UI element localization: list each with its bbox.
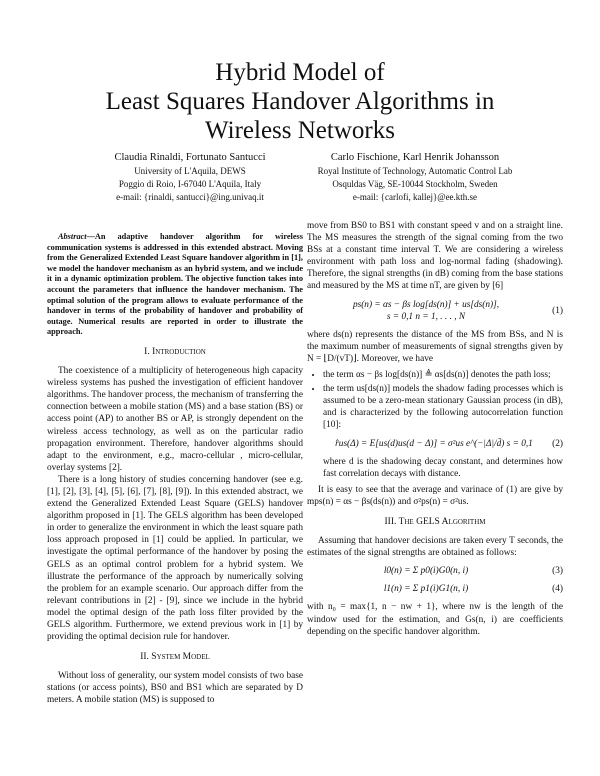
equation-1-line-2: s = 0,1 n = 1, . . . , N: [386, 311, 466, 322]
equation-3-body: l0(n) = Σ p0(i)G0(n, i): [383, 566, 469, 577]
equation-3: [307, 565, 563, 577]
affiliation: Royal Institute of Technology, Automatic Control Lab: [317, 166, 513, 176]
abstract: [47, 232, 303, 338]
email: e-mail: {rinaldi, santucci}@ing.univaq.it: [116, 192, 264, 202]
title-line-3: Wireless Networks: [205, 117, 395, 144]
author-names: Carlo Fischione, Karl Henrik Johansson: [330, 152, 500, 163]
bullet-text: the term us[ds(n)] models the shadow fading processes which is assumed to be a zero-mean stationary Gaussian process (in dB), and is characterized by the following autocorrelation function [10]:: [323, 384, 563, 431]
intro-paragraph-2: There is a long history of studies concerning handover (see e.g. [1], [2], [3], [4], [5], [6], [7], [8], [9]). In this extended abstract, we extend the Generalized Extended Least Square (GELS) handover algorithm proposed in [1]. The GELS algorithm has been developed in order to generalize the environment in which the least square path loss approach proposed in [1] could be applied. In particular, we investigate the optimal performance of the handover by posing the GELS as an optimal control problem for a hybrid system. We illustrate the performance of the approach by numerically solving the problem for an example scenario. Our approach differ from the relevant contributions in [2] - [9], since we include in the hybrid model the optimal design of the path loss filter provided by the GELS algorithm. Furthermore, we extend previous work in [1] by providing the optimal decision rule for handover.: [47, 474, 303, 643]
author-block-2: [280, 150, 550, 204]
equation-number: (1): [552, 305, 563, 316]
author-block-1: [90, 150, 290, 204]
system-model-paragraph: Without loss of generality, our system model consists of two base stations (or access points), BS0 and BS1 which are separated by D meters. A mobile station (MS) is supposed to: [47, 671, 303, 706]
equation-2: [323, 438, 563, 450]
abstract-label: Abstract—: [58, 232, 95, 241]
title-line-1: Hybrid Model of: [215, 59, 385, 86]
bullet-after-text: where d is the shadowing decay constant, and determines how fast correlation decays with distance.: [323, 456, 563, 479]
section-heading-introduction: I. Introduction: [144, 346, 206, 357]
list-item: [323, 383, 563, 480]
equation-1-line-1: ps(n) = αs − βs log[ds(n)] + us[ds(n)],: [352, 299, 500, 310]
abstract-text: An adaptive handover algorithm for wireless communication systems is addressed in this extended abstract. Moving from the Generalized Extended Least Square handover algorithm in [1], we model the handover mechanism as an hybrid system, and we include it in a dynamic optimization problem. The objective function takes into account the parameters that influence the handover mechanism. The optimal solution of the program allows to evaluate performance of the handover in terms of the probability of handover and probability of outage. Numerical results are reported in order to illustrate the approach.: [47, 232, 303, 337]
paper-title: [0, 58, 600, 145]
email: e-mail: {carlofi, kallej}@ee.kth.se: [352, 192, 478, 202]
left-column: [47, 232, 303, 707]
section-heading-system-model: II. System Model: [140, 652, 210, 663]
author-names: Claudia Rinaldi, Fortunato Santucci: [114, 152, 266, 163]
paragraph-distance: where ds(n) represents the distance of the MS from BSs, and N is the maximum number of measurements of signal strengths given by N = ⌊D/(vT)⌋. Moreover, we have: [307, 329, 563, 364]
list-item: • the term αs − βs log[ds(n)] ≜ αs[ds(n)] denotes the path loss;: [323, 369, 563, 381]
section-heading-gels: III. The GELS Algorithm: [384, 516, 486, 527]
address: Poggio di Roio, I-67040 L'Aquila, Italy: [118, 179, 262, 189]
paragraph-average: It is easy to see that the average and varinace of (1) are give by mps(n) = αs − βs(ds(n)) and σ²ps(n) = σ²us.: [307, 484, 563, 507]
gels-paragraph: Assuming that handover decisions are taken every T seconds, the estimates of the signal strengths are obtained as follows:: [307, 536, 563, 559]
equation-4: [307, 583, 563, 595]
intro-paragraph-1: The coexistence of a multiplicity of heterogeneous high capacity wireless systems has pushed the investigation of efficient handover algorithms. The handover process, the mechanism of transferring the connection between a mobile station (MS) and a base station (BS) or access point (AP) to another BS or AP, is strongly dependent on the wireless access technology, as well as on the particular radio propagation environment. Therefore, handover algorithms should adapt to the environment, e.g., macro-cellular , micro-cellular, overlay systems [2].: [47, 366, 303, 473]
equation-number: (4): [552, 584, 563, 595]
right-column: [307, 220, 563, 638]
system-model-continued: move from BS0 to BS1 with constant speed v and on a straight line. The MS measures the strength of the signal coming from the two BSs at a constant time interval T. We are considering a wireless environment with path loss and log-normal fading (shadowing). Therefore, the signal strengths (in dB) coming from the base stations and measured by the MS at time nT, are given by [6]: [307, 221, 563, 292]
equation-4-body: l1(n) = Σ p1(i)G1(n, i): [383, 584, 469, 595]
address: Osquldas Väg, SE-10044 Stockholm, Sweden: [332, 179, 498, 189]
affiliation: University of L'Aquila, DEWS: [134, 166, 246, 176]
title-line-2: Least Squares Handover Algorithms in: [105, 88, 495, 115]
equation-number: (2): [552, 438, 563, 449]
equation-2-body: r̂us(Δ) = E[us(d)us(d − Δ)] = σ²us e^(−|Δ|/d̄) s = 0,1: [335, 438, 533, 449]
equation-1: [307, 299, 563, 323]
bullet-list: [307, 369, 563, 480]
equation-number: (3): [552, 566, 563, 577]
gels-paragraph-2: with n₀ = max{1, n − nw + 1}, where nw is the length of the window used for the estimation, and Gs(n, i) are coefficients depending on the specific handover algorithm.: [307, 602, 563, 637]
